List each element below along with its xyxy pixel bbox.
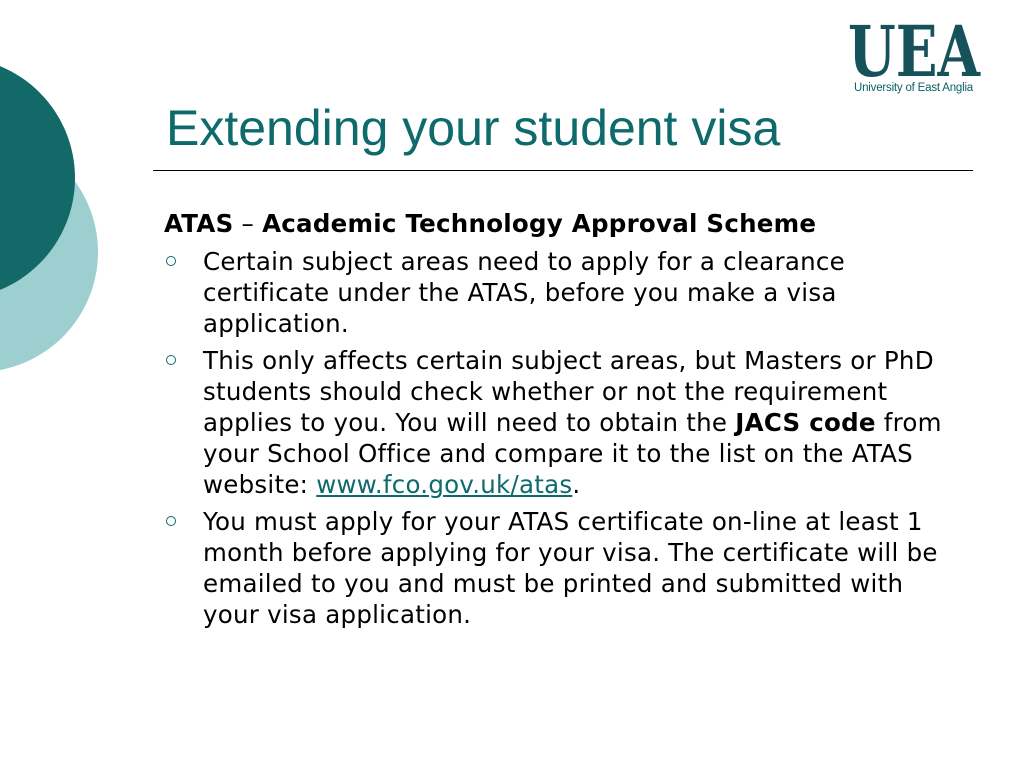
heading-full-name: Academic Technology Approval Scheme (262, 209, 817, 238)
bullet-circle-icon (166, 516, 176, 526)
jacs-code-label: JACS code (735, 408, 876, 437)
bullet-circle-icon (166, 355, 176, 365)
bullet-text: You must apply for your ATAS certificate on-line at least 1 month before applying for your visa. The certificate will be emailed to you and must be printed and submitted with your visa application. (203, 507, 938, 629)
bullet-item-jacs (164, 345, 964, 500)
bullet-text-middle: from your School Office and compare it to the list on the ATAS website: (203, 408, 942, 499)
slide-body (164, 208, 964, 636)
bullet-text-after: . (572, 470, 581, 499)
bullet-list (164, 246, 964, 630)
uea-logo-subtitle: University of East Anglia (854, 82, 974, 94)
bullet-circle-icon (166, 256, 176, 266)
section-heading (164, 208, 964, 239)
uea-logo-mark (848, 18, 982, 80)
decorative-circles (0, 0, 130, 420)
heading-dash: – (233, 209, 263, 238)
bullet-item-apply-online (164, 506, 964, 630)
uea-logo (848, 18, 982, 98)
bullet-text: Certain subject areas need to apply for a clearance certificate under the ATAS, before you make a visa application. (203, 247, 845, 338)
title-divider (153, 170, 973, 171)
heading-acronym: ATAS (164, 209, 234, 238)
atas-website-link[interactable]: www.fco.gov.uk/atas (316, 470, 573, 499)
slide-title: Extending your student visa (166, 100, 781, 156)
uea-logo-wordmark: UEA (848, 18, 982, 80)
bullet-item-clearance (164, 246, 964, 339)
bullet-text-before: This only affects certain subject areas, but Masters or PhD students should check whether or not the requirement applies to you. You will need to obtain the (203, 346, 934, 437)
